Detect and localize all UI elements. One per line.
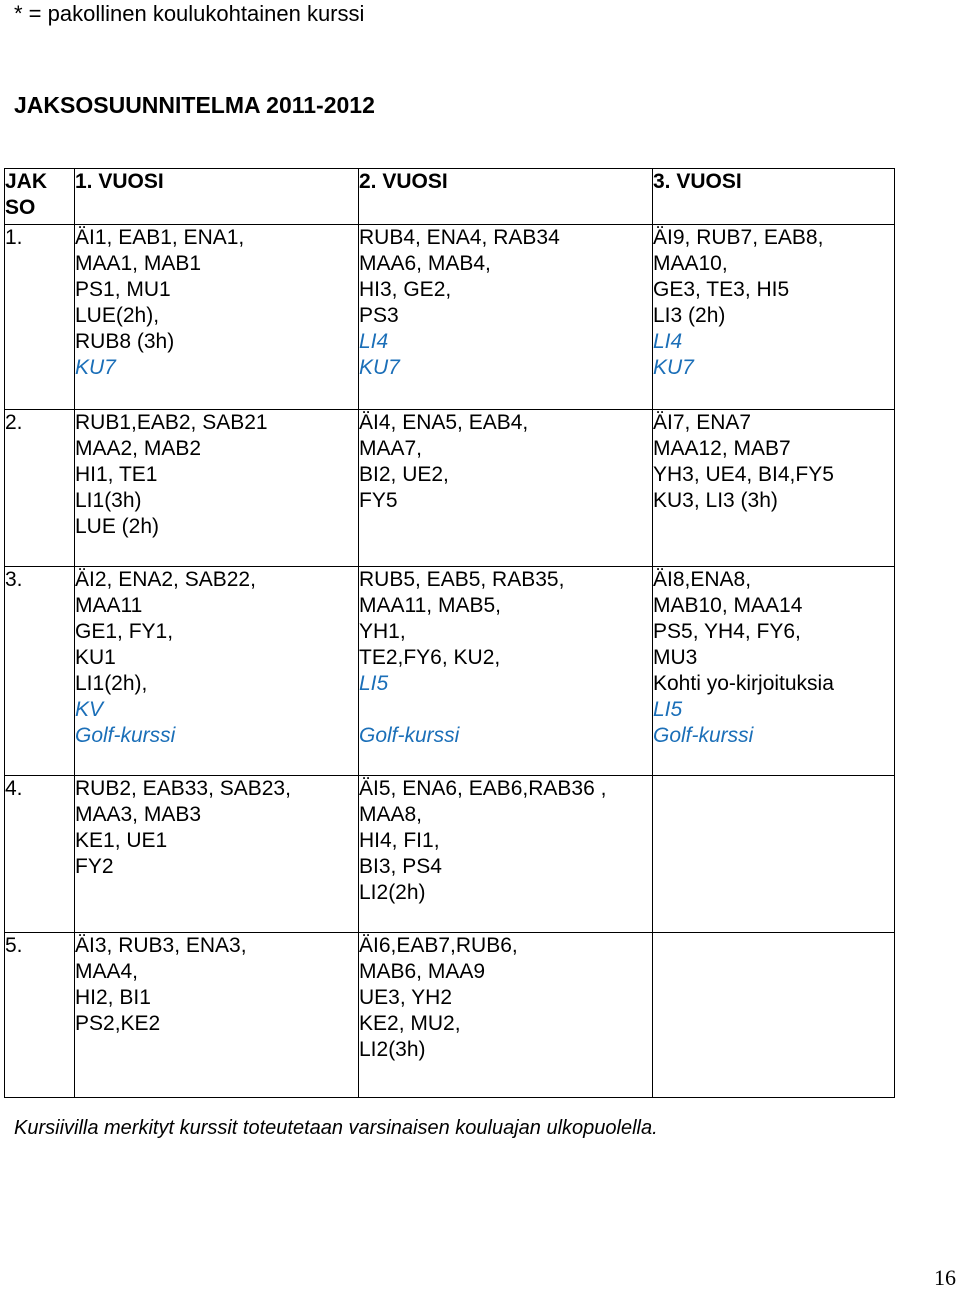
course-line: MAB10, MAA14 xyxy=(653,594,803,617)
courses-cell-year-2 xyxy=(359,225,653,410)
course-line: KE2, MU2, xyxy=(359,1012,461,1035)
courses-cell-year-2 xyxy=(359,776,653,933)
italic-course-line: KU7 xyxy=(653,356,694,379)
header-row xyxy=(5,169,895,225)
course-line: MAA11, MAB5, xyxy=(359,594,501,617)
course-line: MAB6, MAA9 xyxy=(359,960,486,983)
italic-course-line: LI4 xyxy=(653,330,683,353)
italic-course-line: KV xyxy=(75,698,104,721)
course-line: PS1, MU1 xyxy=(75,278,171,301)
period-number-cell xyxy=(5,567,75,776)
course-line: MU3 xyxy=(653,646,698,669)
italic-course-line: LI5 xyxy=(359,672,389,695)
course-line: TE2,FY6, KU2, xyxy=(359,646,501,669)
period-number: 5. xyxy=(5,934,23,957)
italic-course-line: Golf-kurssi xyxy=(75,724,176,747)
period-row xyxy=(5,410,895,567)
course-line: BI2, UE2, xyxy=(359,463,449,486)
italic-course-line: LI4 xyxy=(359,330,389,353)
courses-cell-year-3 xyxy=(653,776,895,933)
course-line: PS5, YH4, FY6, xyxy=(653,620,801,643)
period-number: 1. xyxy=(5,226,23,249)
period-number-cell xyxy=(5,225,75,410)
header-year-1 xyxy=(75,169,359,225)
header-year-3-label: 3. VUOSI xyxy=(653,170,742,193)
courses-cell-year-3 xyxy=(653,410,895,567)
period-row xyxy=(5,776,895,933)
period-row xyxy=(5,225,895,410)
period-number-cell xyxy=(5,410,75,567)
course-line: GE1, FY1, xyxy=(75,620,174,643)
period-row xyxy=(5,933,895,1098)
period-row xyxy=(5,567,895,776)
header-year-2 xyxy=(359,169,653,225)
course-line: HI1, TE1 xyxy=(75,463,158,486)
courses-cell-year-3 xyxy=(653,567,895,776)
course-line: ÄI6,EAB7,RUB6, xyxy=(359,934,518,957)
course-line: ÄI4, ENA5, EAB4, xyxy=(359,411,529,434)
course-line: LI2(2h) xyxy=(359,881,426,904)
courses-cell-year-3 xyxy=(653,225,895,410)
header-jakso-line: JAK xyxy=(5,170,48,193)
period-number: 2. xyxy=(5,411,23,434)
course-line: RUB1,EAB2, SAB21 xyxy=(75,411,268,434)
course-line: ÄI8,ENA8, xyxy=(653,568,752,591)
period-number-cell xyxy=(5,933,75,1098)
course-line: YH3, UE4, BI4,FY5 xyxy=(653,463,834,486)
page-title: JAKSOSUUNNITELMA 2011-2012 xyxy=(14,92,375,118)
course-line: FY2 xyxy=(75,855,114,878)
italic-course-line: KU7 xyxy=(359,356,400,379)
course-line: ÄI2, ENA2, SAB22, xyxy=(75,568,256,591)
period-plan-table xyxy=(4,168,895,1098)
course-line: HI4, FI1, xyxy=(359,829,440,852)
course-line: MAA6, MAB4, xyxy=(359,252,491,275)
course-line: KU3, LI3 (3h) xyxy=(653,489,778,512)
header-jakso xyxy=(5,169,75,225)
course-line: HI2, BI1 xyxy=(75,986,151,1009)
italic-course-line: Golf-kurssi xyxy=(359,724,460,747)
course-line: ÄI5, ENA6, EAB6,RAB36 , xyxy=(359,777,607,800)
courses-cell-year-2 xyxy=(359,410,653,567)
course-line: FY5 xyxy=(359,489,398,512)
courses-cell-year-1 xyxy=(75,410,359,567)
header-year-1-label: 1. VUOSI xyxy=(75,170,164,193)
course-line: MAA12, MAB7 xyxy=(653,437,791,460)
course-line: MAA8, xyxy=(359,803,423,826)
course-line: PS2,KE2 xyxy=(75,1012,161,1035)
course-line: LI1(2h), xyxy=(75,672,148,695)
course-line: Kohti yo-kirjoituksia xyxy=(653,672,834,695)
course-line: KU1 xyxy=(75,646,116,669)
page-number: 16 xyxy=(934,1265,956,1290)
course-line: MAA2, MAB2 xyxy=(75,437,202,460)
header-year-2-label: 2. VUOSI xyxy=(359,170,448,193)
course-line: PS3 xyxy=(359,304,399,327)
course-line: MAA10, xyxy=(653,252,728,275)
courses-cell-year-1 xyxy=(75,933,359,1098)
course-line: LUE (2h) xyxy=(75,515,160,538)
course-line: GE3, TE3, HI5 xyxy=(653,278,790,301)
period-number: 3. xyxy=(5,568,23,591)
italic-course-line: KU7 xyxy=(75,356,116,379)
course-line: RUB5, EAB5, RAB35, xyxy=(359,568,565,591)
course-line: YH1, xyxy=(359,620,406,643)
course-line: MAA4, xyxy=(75,960,139,983)
course-line: MAA7, xyxy=(359,437,423,460)
header-year-3 xyxy=(653,169,895,225)
courses-cell-year-2 xyxy=(359,933,653,1098)
course-line: MAA3, MAB3 xyxy=(75,803,202,826)
course-line: ÄI3, RUB3, ENA3, xyxy=(75,934,247,957)
italic-courses-note: Kursiivilla merkityt kurssit toteutetaan varsinaisen kouluajan ulkopuolella. xyxy=(14,1117,658,1139)
course-line: RUB8 (3h) xyxy=(75,330,175,353)
courses-cell-year-2 xyxy=(359,567,653,776)
course-line: LI3 (2h) xyxy=(653,304,726,327)
course-line: KE1, UE1 xyxy=(75,829,168,852)
period-number-cell xyxy=(5,776,75,933)
course-line: BI3, PS4 xyxy=(359,855,442,878)
course-line: MAA11 xyxy=(75,594,143,617)
course-line: LI1(3h) xyxy=(75,489,142,512)
course-line: ÄI1, EAB1, ENA1, xyxy=(75,226,245,249)
course-line: MAA1, MAB1 xyxy=(75,252,202,275)
course-line: ÄI9, RUB7, EAB8, xyxy=(653,226,824,249)
course-line: UE3, YH2 xyxy=(359,986,452,1009)
course-line: HI3, GE2, xyxy=(359,278,452,301)
courses-cell-year-3 xyxy=(653,933,895,1098)
course-line: LUE(2h), xyxy=(75,304,160,327)
header-jakso-line: SO xyxy=(5,196,36,219)
course-line xyxy=(359,697,652,723)
course-line: RUB2, EAB33, SAB23, xyxy=(75,777,291,800)
period-number: 4. xyxy=(5,777,23,800)
course-line: LI2(3h) xyxy=(359,1038,426,1061)
italic-course-line: Golf-kurssi xyxy=(653,724,754,747)
required-course-note: * = pakollinen koulukohtainen kurssi xyxy=(14,1,365,26)
courses-cell-year-1 xyxy=(75,225,359,410)
course-line: RUB4, ENA4, RAB34 xyxy=(359,226,560,249)
italic-course-line: LI5 xyxy=(653,698,683,721)
courses-cell-year-1 xyxy=(75,776,359,933)
courses-cell-year-1 xyxy=(75,567,359,776)
course-line: ÄI7, ENA7 xyxy=(653,411,752,434)
